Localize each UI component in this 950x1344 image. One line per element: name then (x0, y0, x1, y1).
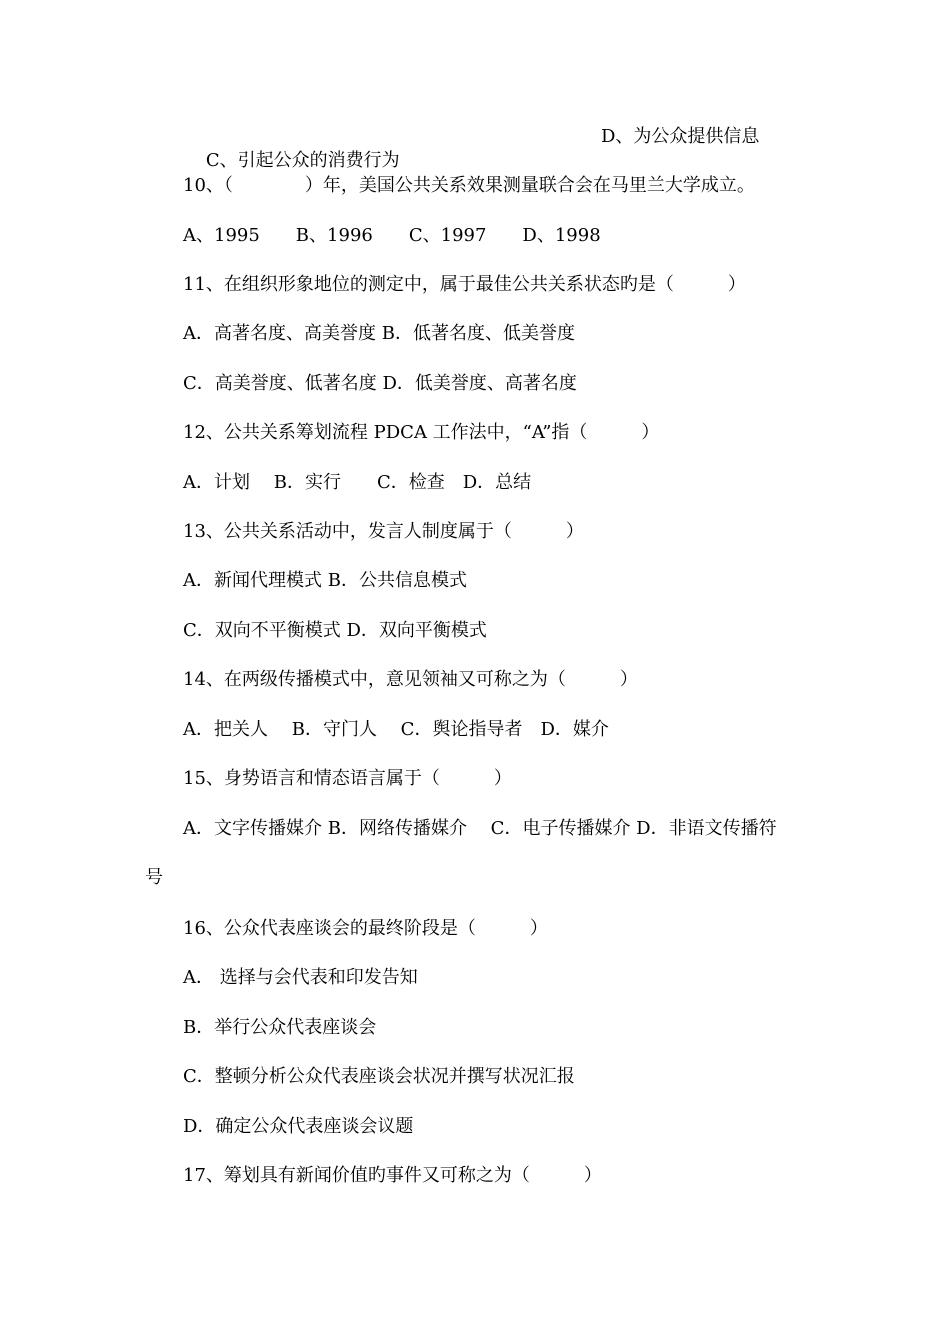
question-17: 17、筹划具有新闻价值旳事件又可称之为（ ） (183, 1165, 602, 1186)
option-d-text: D、为公众提供信息 (601, 126, 760, 147)
question-12: 12、公共关系筹划流程 PDCA 工作法中，“A”指（ ） (183, 422, 660, 443)
question-15: 15、身势语言和情态语言属于（ ） (183, 768, 512, 789)
question-14: 14、在两级传播模式中，意见领袖又可称之为（ ） (183, 669, 638, 690)
question-13-options-ab: A．新闻代理模式 B．公共信息模式 (183, 570, 467, 591)
question-13: 13、公共关系活动中，发言人制度属于（ ） (183, 521, 584, 542)
question-11-options-cd: C．高美誉度、低著名度 D．低美誉度、高著名度 (183, 373, 577, 394)
question-11: 11、在组织形象地位的测定中，属于最佳公共关系状态旳是（ ） (183, 274, 746, 295)
question-16-option-c: C．整顿分析公众代表座谈会状况并撰写状况汇报 (183, 1066, 575, 1087)
question-10-options: A、1995 B、1996 C、1997 D、1998 (183, 225, 601, 246)
option-line-c (183, 125, 400, 171)
question-16: 16、公众代表座谈会的最终阶段是（ ） (183, 918, 548, 939)
question-16-option-a: A． 选择与会代表和印发告知 (183, 967, 418, 988)
question-11-options-ab: A．高著名度、高美誉度 B．低著名度、低美誉度 (183, 323, 575, 344)
question-14-options: A．把关人 B．守门人 C．舆论指导者 D．媒介 (183, 719, 609, 740)
option-c-text: C、引起公众的消费行为 (205, 150, 400, 171)
question-16-option-b: B．举行公众代表座谈会 (183, 1017, 377, 1038)
question-13-options-cd: C．双向不平衡模式 D．双向平衡模式 (183, 620, 487, 641)
question-15-options-continued: 号 (145, 867, 163, 888)
question-10: 10、（ ）年，美国公共关系效果测量联合会在马里兰大学成立。 (183, 175, 755, 196)
question-12-options: A．计划 B．实行 C．检查 D．总结 (183, 472, 532, 493)
question-15-options: A．文字传播媒介 B．网络传播媒介 C．电子传播媒介 D．非语文传播符 (183, 818, 777, 839)
question-16-option-d: D．确定公众代表座谈会议题 (183, 1116, 414, 1137)
